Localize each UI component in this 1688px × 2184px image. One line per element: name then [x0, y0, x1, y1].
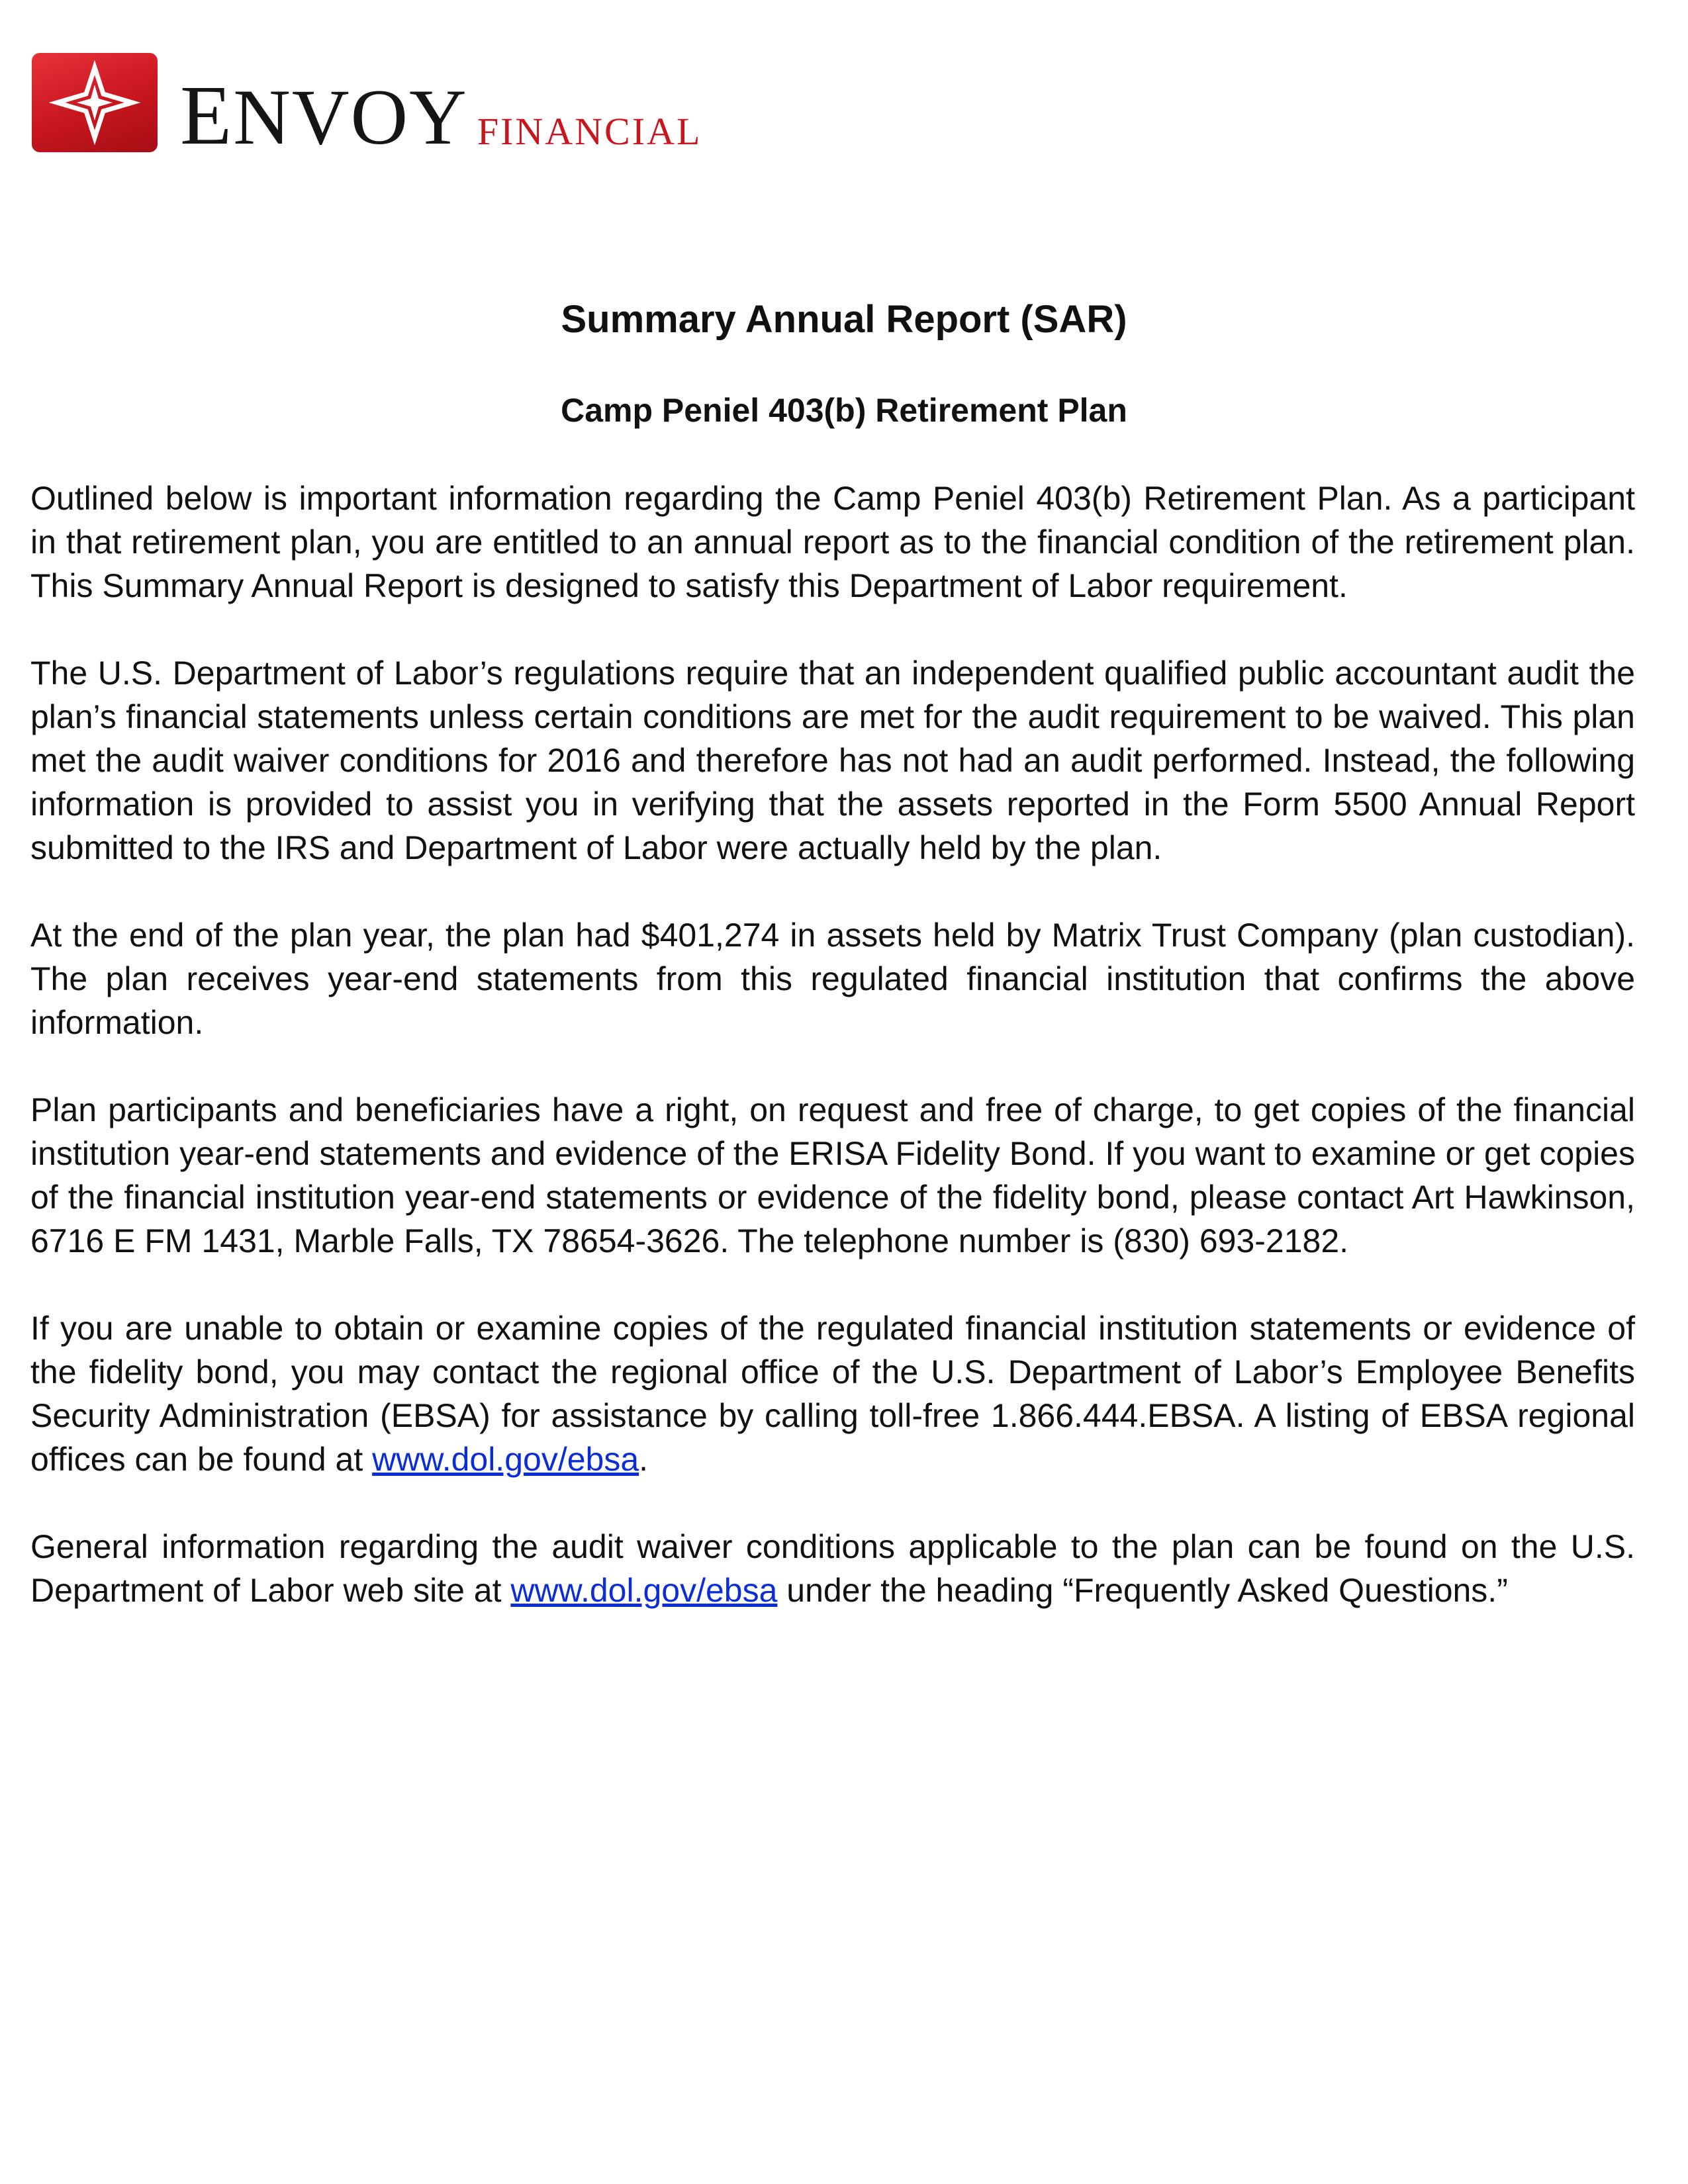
assets-paragraph: At the end of the plan year, the plan had $401,274 in assets held by Matrix Trust Company (plan custodian). The plan receives year-end statements from this regulated financial institution that confirms the above information.	[30, 917, 1635, 1041]
faq-paragraph	[30, 1525, 1635, 1612]
intro-paragraph: Outlined below is important information regarding the Camp Peniel 403(b) Retirement Plan. As a participant in that retirement plan, you are entitled to an annual report as to the financial condition of the retirement plan. This Summary Annual Report is designed to satisfy this Department of Labor requirement.	[30, 480, 1635, 604]
envoy-financial-logo	[32, 53, 702, 162]
ebsa-paragraph	[30, 1306, 1635, 1481]
logo-sub-text: FINANCIAL	[477, 110, 702, 153]
faq-text-end: under the heading “Frequently Asked Questions.”	[777, 1572, 1508, 1609]
plan-name: Camp Peniel 403(b) Retirement Plan	[561, 392, 1127, 429]
ebsa-text: If you are unable to obtain or examine copies of the regulated financial institution statements or evidence of the fidelity bond, you may contact the regional office of the U.S. Department of Labor’s Employee Benefits Security Administration (EBSA) for assistance by calling toll-free 1.866.444.EBSA. A listing of EBSA regional offices can be found at	[30, 1310, 1635, 1478]
logo-brand-text	[180, 68, 468, 162]
rights-paragraph: Plan participants and beneficiaries have a right, on request and free of charge, to get copies of the financial institution year-end statements and evidence of the ERISA Fidelity Bond. If you want to examine or get copies of the financial institution year-end statements or evidence of the fidelity bond, please contact Art Hawkinson, 6716 E FM 1431, Marble Falls, TX 78654-3626. The telephone number is (830) 693-2182.	[30, 1091, 1635, 1259]
ebsa-text-end: .	[639, 1441, 649, 1478]
audit-paragraph: The U.S. Department of Labor’s regulations require that an independent qualified public accountant audit the plan’s financial statements unless certain conditions are met for the audit requirement to be waived. This plan met the audit waiver conditions for 2016 and therefore has not had an audit performed. Instead, the following information is provided to assist you in verifying that the assets reported in the Form 5500 Annual Report submitted to the IRS and Department of Labor were actually held by the plan.	[30, 655, 1635, 866]
document-body	[30, 477, 1635, 1656]
star-logo-icon	[32, 53, 158, 152]
faq-text: General information regarding the audit waiver conditions applicable to the plan can be found on the U.S. Department of Labor web site at	[30, 1528, 1635, 1609]
logo-brand-initial: E	[180, 68, 234, 162]
dol-ebsa-link[interactable]: www.dol.gov/ebsa	[372, 1441, 639, 1478]
logo-brand-rest: NVOY	[233, 73, 468, 161]
dol-ebsa-link-faq[interactable]: www.dol.gov/ebsa	[510, 1572, 778, 1609]
page-title: Summary Annual Report (SAR)	[561, 298, 1127, 341]
